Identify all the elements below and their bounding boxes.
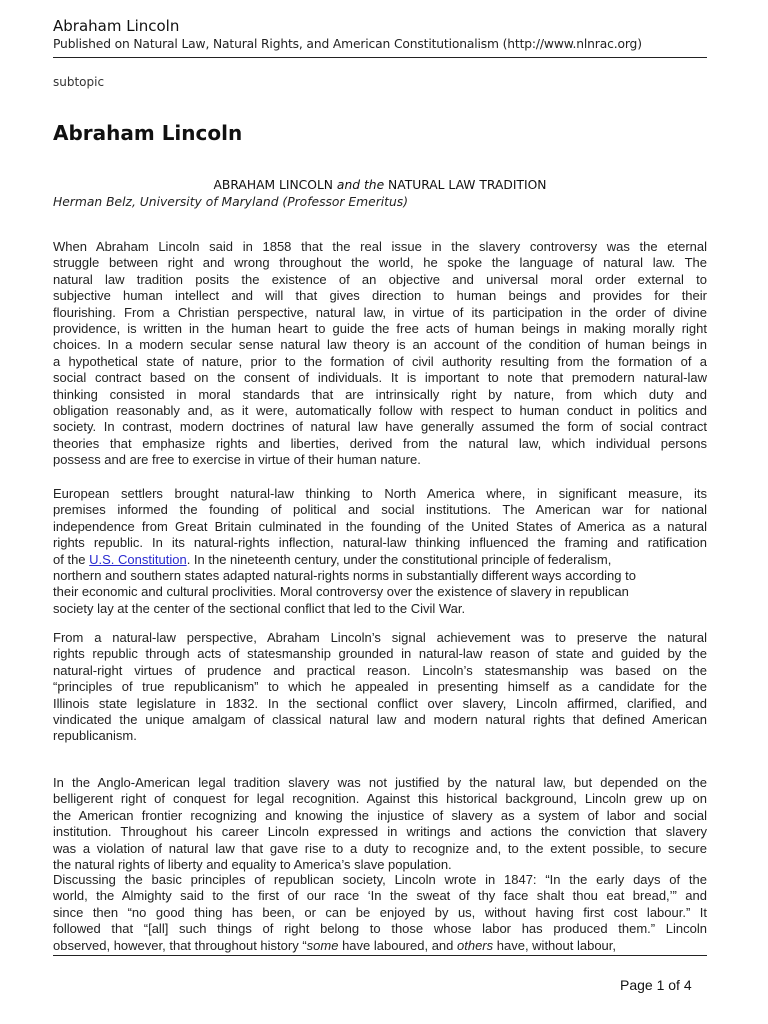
text-segment: society lay at the center of the sectional conflict that led to the Civil War. xyxy=(53,600,466,616)
text-line xyxy=(53,791,707,807)
text-segment: belligerent right of conquest for legal recognition. Against this historical background, Lincoln grew up on xyxy=(53,791,707,807)
text-line xyxy=(53,630,707,646)
text-segment: rights republic through acts of statesmanship grounded in natural-law reason of state and guided by the xyxy=(53,646,707,662)
footer-divider xyxy=(53,955,707,956)
text-segment: followed that “[all] such things of right belong to those whose labor has produced them.” Lincoln xyxy=(53,921,707,937)
text-line xyxy=(53,905,707,921)
text-segment: natural-right virtues of prudence and practical reason. Lincoln’s statesmanship was based on the xyxy=(53,662,707,678)
text-segment: vindicated the unique amalgam of classical natural law and modern natural rights that defined American xyxy=(53,711,707,727)
text-line xyxy=(53,841,707,857)
text-line xyxy=(53,601,707,617)
text-segment: obligation reasonably and, as it were, automatically follow with respect to human conduct in politics and xyxy=(53,402,707,418)
text-line xyxy=(53,808,707,824)
text-segment: their economic and cultural proclivities. Moral controversy over the existence of slavery in republican xyxy=(53,584,629,600)
paragraph xyxy=(53,775,707,873)
text-segment: world, the Almighty said to the first of our race ‘In the sweat of thy face shalt thou eat bread,’” and xyxy=(53,888,707,904)
text-segment: Illinois state legislature in 1832. In the sectional conflict over slavery, Lincoln affirmed, clarified, and xyxy=(53,695,707,711)
text-line xyxy=(53,824,707,840)
text-line xyxy=(53,452,707,468)
emphasis-text: some xyxy=(306,937,339,953)
text-segment: European settlers brought natural-law thinking to North America where, in significant measure, its xyxy=(53,486,707,501)
text-line xyxy=(53,288,707,304)
paragraph xyxy=(53,872,707,954)
paragraph xyxy=(53,486,707,617)
paragraph xyxy=(53,630,707,745)
paragraph xyxy=(53,239,707,468)
emphasis-text: others xyxy=(457,937,494,953)
text-line xyxy=(53,679,707,695)
text-segment: Discussing the basic principles of republican society, Lincoln wrote in 1847: “In the early days of the xyxy=(53,872,707,887)
section-title-part: NATURAL LAW TRADITION xyxy=(384,178,547,192)
section-title-part: ABRAHAM LINCOLN xyxy=(213,178,337,192)
text-line xyxy=(53,568,707,584)
text-segment: was a violation of natural law that gave rise to a duty to recognize and, to the extent possible, to secure xyxy=(53,840,707,856)
text-line xyxy=(53,419,707,435)
text-line xyxy=(53,354,707,370)
text-segment: northern and southern states adapted natural-rights norms in substantially different ways according to xyxy=(53,567,636,583)
us-constitution-link[interactable]: U.S. Constitution xyxy=(89,551,187,567)
text-line xyxy=(53,403,707,419)
text-segment: providence, is written in the human heart to guide the free acts of human beings in making morally right xyxy=(53,320,707,336)
text-line xyxy=(53,728,707,744)
text-line xyxy=(53,272,707,288)
published-on-line: Published on Natural Law, Natural Rights, and American Constitutionalism (http://www.nlnrac.org) xyxy=(53,37,642,51)
text-segment: subjective human intellect and will that gives direction to human beings and provides for their xyxy=(53,288,707,304)
text-segment: have, without labour, xyxy=(493,937,616,953)
text-segment: . In the nineteenth century, under the constitutional principle of federalism, xyxy=(186,551,612,567)
text-line xyxy=(53,857,707,873)
text-line xyxy=(53,921,707,937)
text-line xyxy=(53,872,707,888)
text-line xyxy=(53,337,707,353)
text-segment: choices. In a modern secular sense natural law theory is an account of the condition of human beings in xyxy=(53,337,707,353)
text-line xyxy=(53,584,707,600)
text-line xyxy=(53,888,707,904)
text-segment: premises informed the founding of political and social institutions. The American war for national xyxy=(53,502,707,518)
text-segment: independence from Great Britain culminated in the founding of the United States of America as a natural xyxy=(53,518,707,534)
site-title: Abraham Lincoln xyxy=(53,17,180,35)
text-segment: have laboured, and xyxy=(338,937,457,953)
text-line xyxy=(53,712,707,728)
text-line xyxy=(53,502,707,518)
text-segment: institution. Throughout his career Lincoln expressed in writings and actions the conviction that slavery xyxy=(53,824,707,840)
text-segment: observed, however, that throughout history “ xyxy=(53,937,307,953)
text-segment: thinking consisted in moral standards that are intrinsically right by nature, from which duty and xyxy=(53,386,707,402)
text-segment: In the Anglo-American legal tradition slavery was not justified by the natural law, but depended on the xyxy=(53,775,707,790)
text-line xyxy=(53,663,707,679)
text-segment: natural law tradition posits the existence of an objective and universal moral order external to xyxy=(53,271,707,287)
text-line xyxy=(53,387,707,403)
text-segment: possess and are free to exercise in virtue of their human nature. xyxy=(53,452,421,468)
subtopic-label: subtopic xyxy=(53,75,105,89)
text-segment: of the xyxy=(53,551,90,567)
text-line xyxy=(53,305,707,321)
text-line xyxy=(53,321,707,337)
section-title xyxy=(53,178,707,192)
text-segment: From a natural-law perspective, Abraham Lincoln’s signal achievement was to preserve the natural xyxy=(53,630,707,645)
text-line xyxy=(53,775,707,791)
text-segment: since then “no good thing has been, or can be enjoyed by us, without having first cost labour.” It xyxy=(53,904,707,920)
text-line xyxy=(53,535,707,551)
text-line xyxy=(53,436,707,452)
text-line xyxy=(53,370,707,386)
page-title: Abraham Lincoln xyxy=(53,121,243,145)
text-line xyxy=(53,486,707,502)
text-segment: the American frontier recognizing and knowing the injustice of slavery as a system of labor and social xyxy=(53,807,707,823)
text-segment: When Abraham Lincoln said in 1858 that the real issue in the slavery controversy was the eternal xyxy=(53,239,707,254)
text-segment: republicanism. xyxy=(53,728,137,744)
text-line xyxy=(53,239,707,255)
text-line xyxy=(53,255,707,271)
text-line xyxy=(53,552,707,568)
text-segment: social contract based on the consent of individuals. It is important to note that premodern natural-law xyxy=(53,370,707,386)
text-segment: the natural rights of liberty and equality to America’s slave population. xyxy=(53,856,452,872)
text-segment: rights republic. In its natural-rights inflection, natural-law thinking influenced the framing and ratification xyxy=(53,535,707,551)
text-segment: flourishing. From a Christian perspective, natural law, in virtue of its participation in the order of divine xyxy=(53,304,707,320)
text-line xyxy=(53,646,707,662)
text-line xyxy=(53,696,707,712)
text-segment: struggle between right and wrong throughout the world, he spoke the language of natural law. The xyxy=(53,255,707,271)
header-divider xyxy=(53,57,707,58)
section-title-part: and the xyxy=(336,178,385,192)
text-segment: “principles of true republicanism” to which he appealed in presenting himself as a candidate for the xyxy=(53,679,707,695)
text-segment: theories that emphasize rights and liberties, derived from the natural law, which individual persons xyxy=(53,435,707,451)
text-segment: a hypothetical state of nature, prior to the formation of civil authority resulting from the formation of a xyxy=(53,353,707,369)
text-line xyxy=(53,519,707,535)
text-line xyxy=(53,938,707,954)
author-byline: Herman Belz, University of Maryland (Professor Emeritus) xyxy=(53,195,409,209)
page-number: Page 1 of 4 xyxy=(620,977,692,993)
text-segment: society. In contrast, modern doctrines of natural law have generally assumed the form of social contract xyxy=(53,419,707,435)
